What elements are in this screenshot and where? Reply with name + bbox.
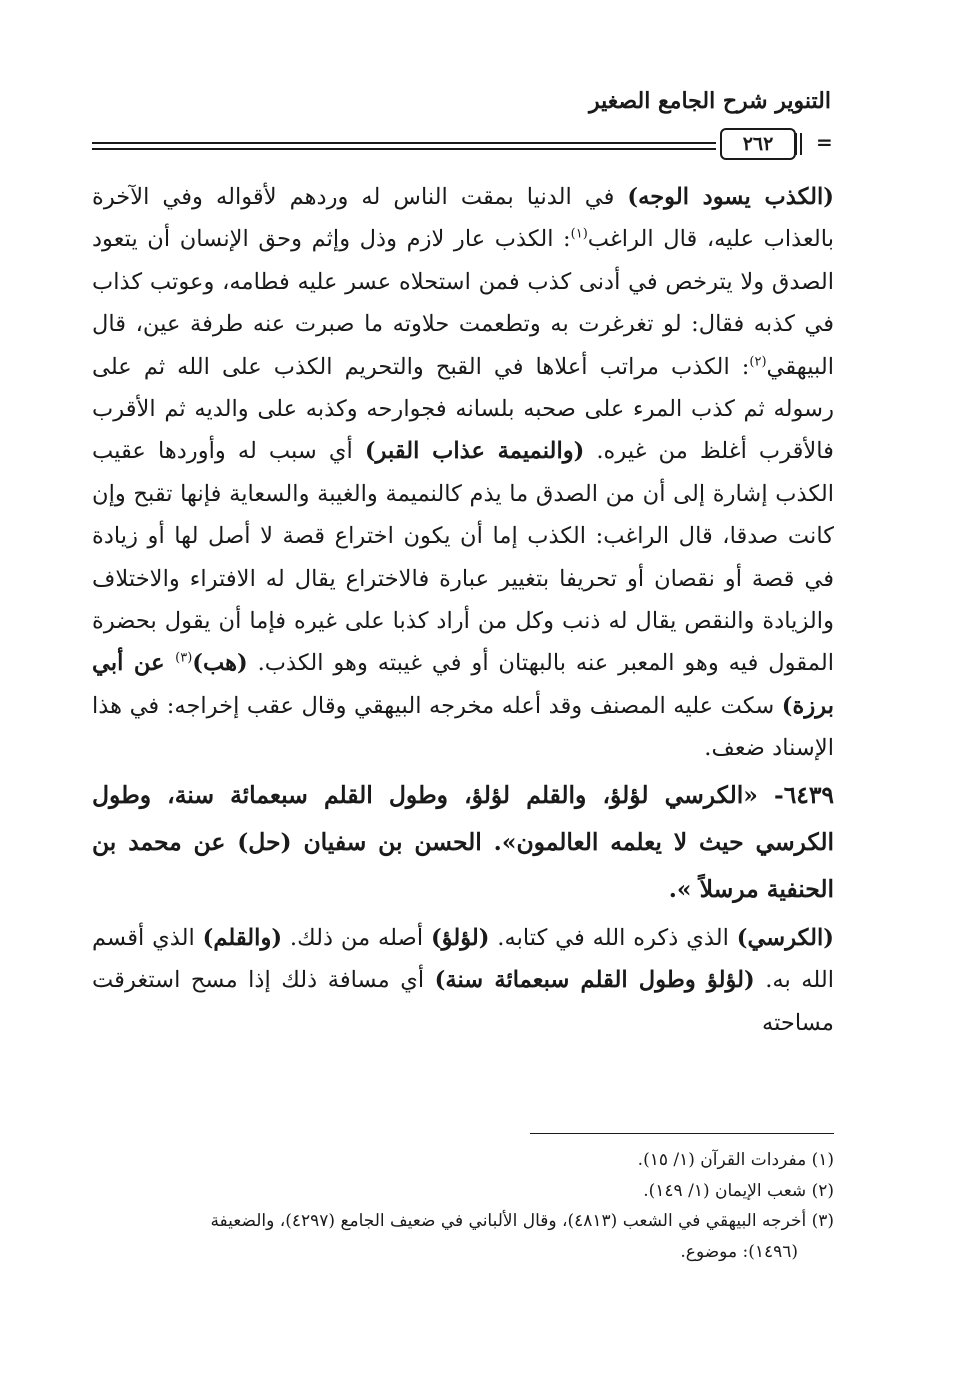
header-marker: = [816,130,833,154]
header-rule-top [92,142,716,144]
quoted-phrase: (الكذب يسود الوجه) [627,184,834,210]
page-number-badge [720,128,796,160]
commentary-text: : الكذب عار لازم وذل وإثم وحق الإنسان أن يتعود الصدق ولا يترخص في أدنى كذب فمن استحلاه عسر عليه فطامه، وعوتب كذاب في كذبه فقال: لو تغرغرت به وتطعمت حلاوته ما صبرت عنه طرفة عين، قال البيهقي [92,226,834,380]
footnotes [92,1145,834,1267]
page-number: ٢٦٢ [742,133,774,155]
narrator-name: عن أبي برزة) [92,650,834,719]
source-abbrev: (هب) [192,650,248,677]
main-text [92,176,834,1044]
hadith-text: ٦٤٣٩- «الكرسي لؤلؤ، والقلم لؤلؤ، وطول القلم سبعمائة سنة، وطول الكرسي حيث لا يعلمه العالمون». الحسن بن سفيان (حل) عن محمد بن الحنفية مرسلاً ». [92,780,834,903]
footnote-3-continued: (١٤٩٦): موضوع. [680,1241,798,1262]
commentary-paragraph-2 [92,917,834,1044]
quoted-phrase: (لؤلؤ) [430,924,490,951]
footnote-separator [530,1133,834,1134]
footnote-ref-1: (١) [570,226,588,242]
footnote-ref-2: (٢) [749,354,767,370]
footnote-2: (٢) شعب الإيمان (١/ ١٤٩). [643,1180,834,1201]
quoted-phrase: (والقلم) [202,924,283,951]
commentary-paragraph-1 [92,176,834,770]
commentary-text: : الكذب مراتب أعلاها في القبح والتحريم الكذب على الله ثم على رسوله ثم كذب المرء على صحبه بلسانه فجوارحه وكذبه على والديه ثم الأقرب فالأقرب أغلظ من غيره. [92,353,834,465]
header-rule-bottom [92,148,716,150]
running-header-title: التنوير شرح الجامع الصغير [589,88,831,114]
quoted-phrase: (الكرسي) [736,924,834,951]
commentary-text: الذي أقسم الله به. [92,924,835,994]
commentary-text: أي سبب له وأوردها عقيب الكذب إشارة إلى أن من الصدق ما يذم كالنميمة والغيبة والسعاية فإنها تقبح وإن كانت صدقا، قال الراغب: الكذب إما أن يكون اختراع قصة لا أصل لها أو زيادة في قصة أو نقصان أو تحريفا بتغيير عبارة فالاختراع يقال له الافتراء والاختلاف والزيادة والنقص يقال له ذنب وكل من أراد كذبا على غيره فإما أن يقول بحضرة المقول فيه وهو المعبر عنه بالبهتان أو في غيبته وهو الكذب. [92,438,834,677]
footnote-ref-3: (٣) [175,650,193,666]
commentary-text: الذي ذكره الله في كتابه. [489,924,737,951]
quoted-phrase: (لؤلؤ وطول القلم سبعمائة سنة) [434,967,755,994]
commentary-text: أصله من ذلك. [282,924,431,951]
footnote-1: (١) مفردات القرآن (١/ ١٥). [637,1150,834,1170]
quoted-phrase: (والنميمة عذاب القبر) [364,438,585,465]
commentary-text: أي مسافة ذلك إذا مسح استغرقت مساحته [92,967,834,1036]
footnote-3: (٣) أخرجه البيهقي في الشعب (٤٨١٣)، وقال الألباني في ضعيف الجامع (٤٢٩٧)، والضعيفة [210,1211,834,1231]
header-double-rule [92,140,716,154]
commentary-text: في الدنيا بمقت الناس له وردهم لأقواله وفي الآخرة بالعذاب عليه، قال الراغب [92,184,834,253]
commentary-text: سكت عليه المصنف وقد أعله مخرجه البيهقي وقال عقب إخراجه: في هذا الإسناد ضعف. [92,692,834,762]
